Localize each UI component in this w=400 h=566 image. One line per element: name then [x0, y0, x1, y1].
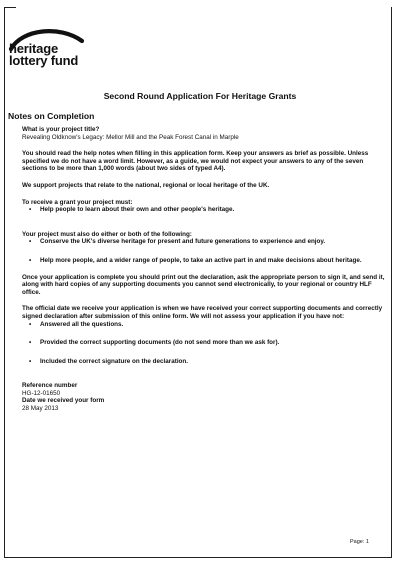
must-list [22, 206, 387, 214]
also-intro: Your project must also do either or both of the following: [22, 230, 192, 238]
list-item [22, 206, 387, 214]
list-item [22, 238, 387, 246]
bullet-icon: • [29, 339, 32, 347]
bullet-icon: • [29, 256, 32, 264]
list-item-text: Provided the correct supporting documents (do not send more than we ask for). [40, 339, 280, 347]
heritage-lottery-fund-logo [8, 27, 88, 79]
not-list [22, 321, 387, 366]
logo-text: heritage lottery fund [9, 41, 79, 68]
list-item-text: Answered all the questions. [40, 320, 124, 328]
bullet-icon: • [29, 206, 32, 214]
document-title: Second Round Application For Heritage Grants [103, 91, 297, 101]
reference-label: Reference number [22, 382, 78, 390]
project-title-value: Revealing Oldknow's Legacy: Mellor Mill and the Peak Forest Canal in Marple [22, 133, 239, 141]
border-top-rule [4, 7, 16, 8]
project-title-label: What is your project title? [22, 126, 100, 133]
bullet-icon: • [29, 320, 32, 328]
list-item-text: Conserve the UK's diverse heritage for present and future generations to experience and enjoy. [40, 238, 326, 246]
list-item [22, 339, 387, 347]
list-item [22, 358, 387, 366]
section-heading: Notes on Completion [8, 111, 95, 121]
help-paragraph: You should read the help notes when filling in this application form. Keep your answers as brief as possible. Unless specified we do not have a word limit. However, as a guide, we would not expect your answers to any of the seven sections to be more than 1,000 words (about two sides of typed A4). [22, 150, 369, 173]
reference-value: HG-12-01650 [22, 389, 61, 397]
also-list [22, 238, 387, 264]
list-item-text: Included the correct signature on the declaration. [40, 357, 189, 365]
received-value: 28 May 2013 [22, 405, 59, 413]
support-paragraph: We support projects that relate to the national, regional or local heritage of the UK. [22, 181, 270, 189]
list-item [22, 257, 387, 265]
bullet-icon: • [29, 238, 32, 246]
must-intro: To receive a grant your project must: [22, 198, 133, 206]
page-number: Page: 1 [350, 539, 369, 545]
list-item [22, 321, 387, 329]
list-item-text: Help more people, and a wider range of people, to take an active part in and make decisions about heritage. [40, 256, 362, 264]
date-paragraph: The official date we receive your application is when we have received your correct supporting documents and correctly signed declaration after submission of this online form. We will not assess your application if you have not: [22, 305, 383, 320]
received-label: Date we received your form [22, 397, 105, 405]
list-item-text: Help people to learn about their own and other people's heritage. [40, 206, 235, 214]
notes-content [22, 126, 387, 413]
bullet-icon: • [29, 357, 32, 365]
print-paragraph: Once your application is complete you should print out the declaration, ask the appropriate person to sign it, and send it, along with hard copies of any supporting documents you cannot send electronically, to your regional or country HLF office. [22, 273, 385, 296]
